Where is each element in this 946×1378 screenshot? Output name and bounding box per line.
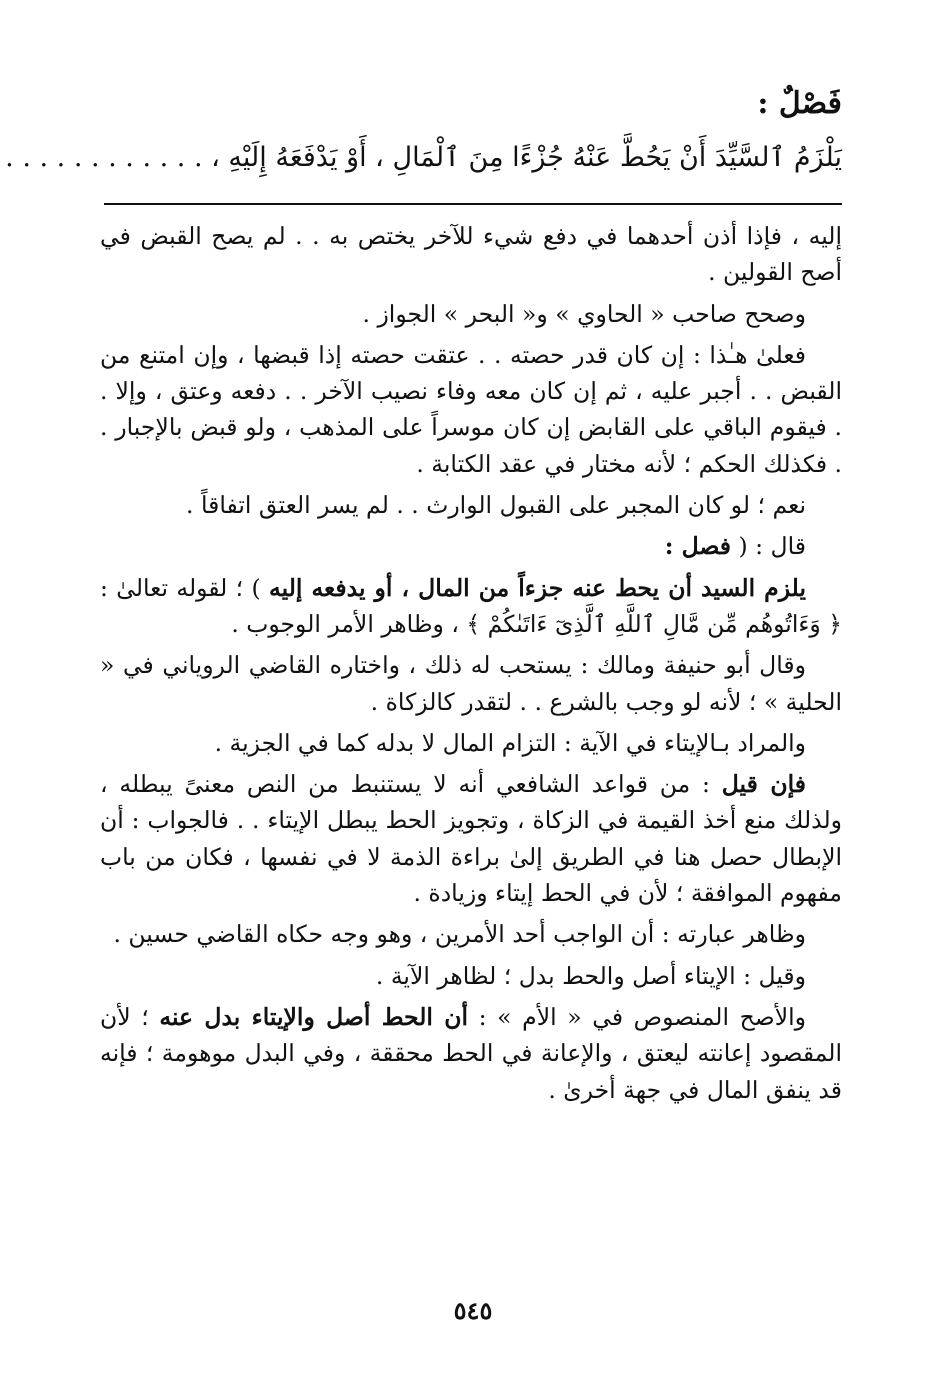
paragraph-4: نعم ؛ لو كان المجبر على القبول الوارث . . لم يسر العتق اتفاقاً . (186, 491, 806, 520)
paragraph-11: وقيل : الإيتاء أصل والحط بدل ؛ لظاهر الآية . (375, 961, 806, 990)
paragraph-6-text-b: ﴾ ، وظاهر الأمر الوجوب . (231, 609, 488, 638)
paragraph-7: وقال أبو حنيفة ومالك : يستحب له ذلك ، واختاره القاضي الروياني في « الحلية » ؛ لأنه لو وجب بالشرع . . لتقدر كالزكاة . (100, 651, 842, 716)
paragraph-12 (100, 999, 842, 1108)
paragraph-9-text: : من قواعد الشافعي أنه لا يستنبط من النص معنىً يبطله ، ولذلك منع أخذ القيمة في الزكاة ، وتجويز الحط يبطل الإيتاء . . فالجواب : أن الإبطال حصل هنا في الطريق إلىٰ براءة الذمة لا في نفسها ، فكان من باب مفهوم الموافقة ؛ لأن في الحط إيتاء وزيادة . (100, 770, 842, 908)
quoted-matn: يلزم السيد أن يحط عنه جزءاً من المال ، أو يدفعه إليه (269, 573, 807, 602)
commentary-body (100, 218, 842, 1113)
paragraph-3: فعلىٰ هـٰذا : إن كان قدر حصته . . عتقت حصته إذا قبضها ، وإن امتنع من القبض . . أجبر عليه ، ثم إن كان معه وفاء نصيب الآخر . . دفعه وعتق ، وإلا . . فيقوم الباقي على القابض إن كان موسراً على المذهب ، ولو قبض بالإجبار . . فكذلك الحكم ؛ لأنه مختار في عقد الكتابة . (100, 340, 842, 478)
paragraph-8: والمراد بـالإيتاء في الآية : التزام المال لا بدله كما في الجزية . (214, 728, 806, 757)
paragraph-5-prefix: قال : ( (731, 532, 806, 561)
paragraph-12-text-a: والأصح المنصوص في « الأم » : (468, 1002, 806, 1031)
paragraph-10: وظاهر عبارته : أن الواجب أحد الأمرين ، وهو وجه حكاه القاضي حسين . (113, 920, 806, 949)
paragraph-9-bold: فإن قيل (721, 770, 806, 799)
paragraph-6 (100, 570, 842, 643)
quoted-matn-2: أن الحط أصل والإيتاء بدل عنه (159, 1002, 469, 1031)
paragraph-1: إليه ، فإذا أذن أحدهما في دفع شيء للآخر يختص به . . لم يصح القبض في أصح القولين . (100, 222, 842, 287)
paragraph-5-bold: فصل : (664, 532, 732, 561)
paragraph-5 (100, 528, 842, 564)
page-number: ٥٤٥ (453, 1296, 493, 1325)
paragraph-12-text-b: ؛ لأن المقصود إعانته ليعتق ، والإعانة في الحط محققة ، وفي البدل موهومة ؛ فإنه قد ينفق المال في جهة أخرىٰ . (100, 1002, 842, 1104)
quran-verse: وَءَاتُوهُم مِّن مَّالِ ٱللَّهِ ٱلَّذِىٓ ءَاتَىٰكُمْ (487, 609, 821, 638)
paragraph-2: وصحح صاحب « الحاوي » و« البحر » الجواز . (362, 299, 806, 328)
section-heading: فَصْلٌ : (757, 86, 842, 121)
paragraph-9 (100, 766, 842, 911)
matn-text: يَلْزَمُ ٱلسَّيِّدَ أَنْ يَحُطَّ عَنْهُ جُزْءًا مِنَ ٱلْمَالِ ، أَوْ يَدْفَعَهُ إِلَيْهِ ، . . . . . . . . . . . . (5, 142, 842, 173)
separator-line (104, 203, 842, 205)
paragraph-6-text-a: ) ؛ لقوله تعالىٰ : ﴿ (100, 573, 842, 638)
